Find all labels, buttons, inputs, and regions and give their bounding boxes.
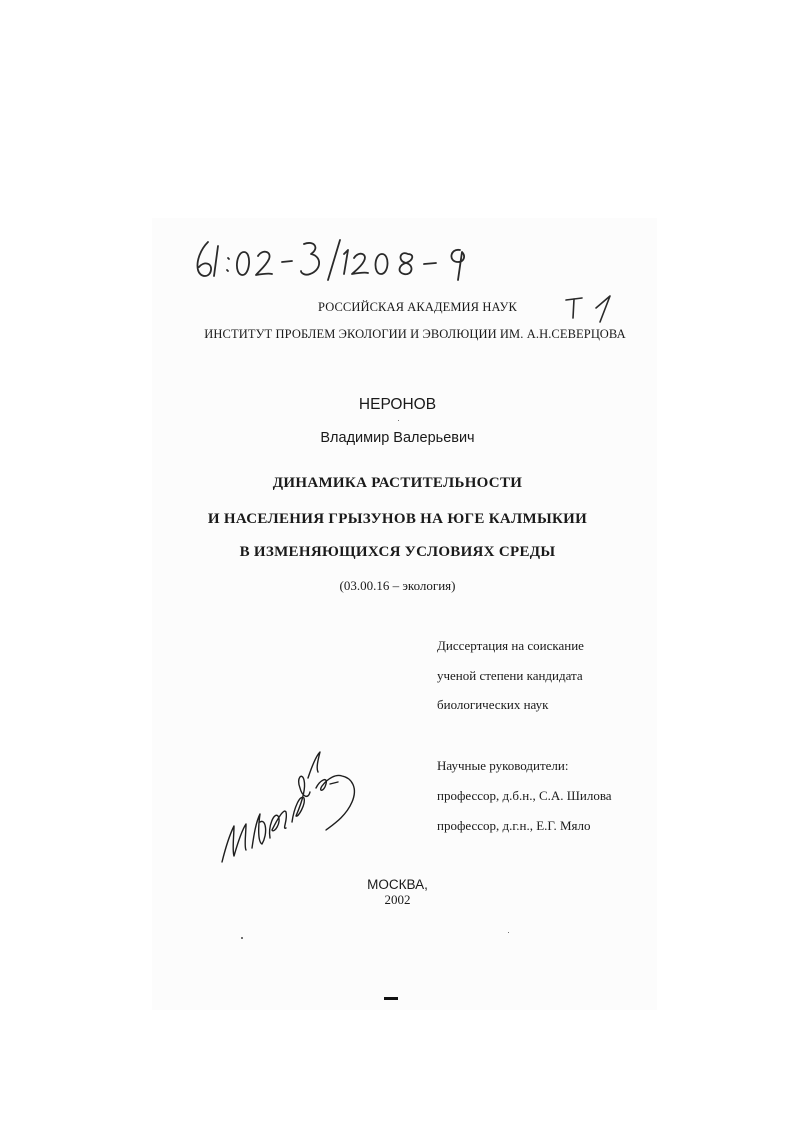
academy-name: РОССИЙСКАЯ АКАДЕМИЯ НАУК [318, 300, 517, 314]
city: МОСКВА, [367, 877, 428, 892]
supervisor-1: профессор, д.б.н., С.А. Шилова [437, 788, 612, 803]
dissertation-line-2: ученой степени кандидата [437, 668, 583, 683]
scan-speck [241, 937, 243, 939]
dissertation-line-1: Диссертация на соискание [437, 638, 584, 653]
title-line-2: И НАСЕЛЕНИЯ ГРЫЗУНОВ НА ЮГЕ КАЛМЫКИИ [207, 511, 588, 527]
handwritten-code-mark [560, 292, 620, 324]
scan-speck [508, 932, 509, 933]
scan-mark [384, 997, 398, 1000]
specialty-code: (03.00.16 – экология) [339, 578, 456, 593]
supervisors-heading: Научные руководители: [437, 758, 569, 773]
handwritten-archive-number [192, 236, 487, 282]
author-given-name: Владимир Валерьевич [320, 430, 475, 446]
dissertation-line-3: биологических наук [437, 697, 549, 712]
supervisor-2: профессор, д.г.н., Е.Г. Мяло [437, 818, 591, 833]
year: 2002 [384, 892, 411, 907]
title-line-1: ДИНАМИКА РАСТИТЕЛЬНОСТИ [272, 475, 523, 491]
author-signature [212, 738, 372, 878]
title-line-3: В ИЗМЕНЯЮЩИХСЯ УСЛОВИЯХ СРЕДЫ [239, 544, 556, 560]
scan-speck [398, 420, 399, 421]
author-surname: НЕРОНОВ [358, 396, 437, 413]
institute-name: ИНСТИТУТ ПРОБЛЕМ ЭКОЛОГИИ И ЭВОЛЮЦИИ ИМ. А.Н.СЕВЕРЦОВА [204, 327, 626, 341]
